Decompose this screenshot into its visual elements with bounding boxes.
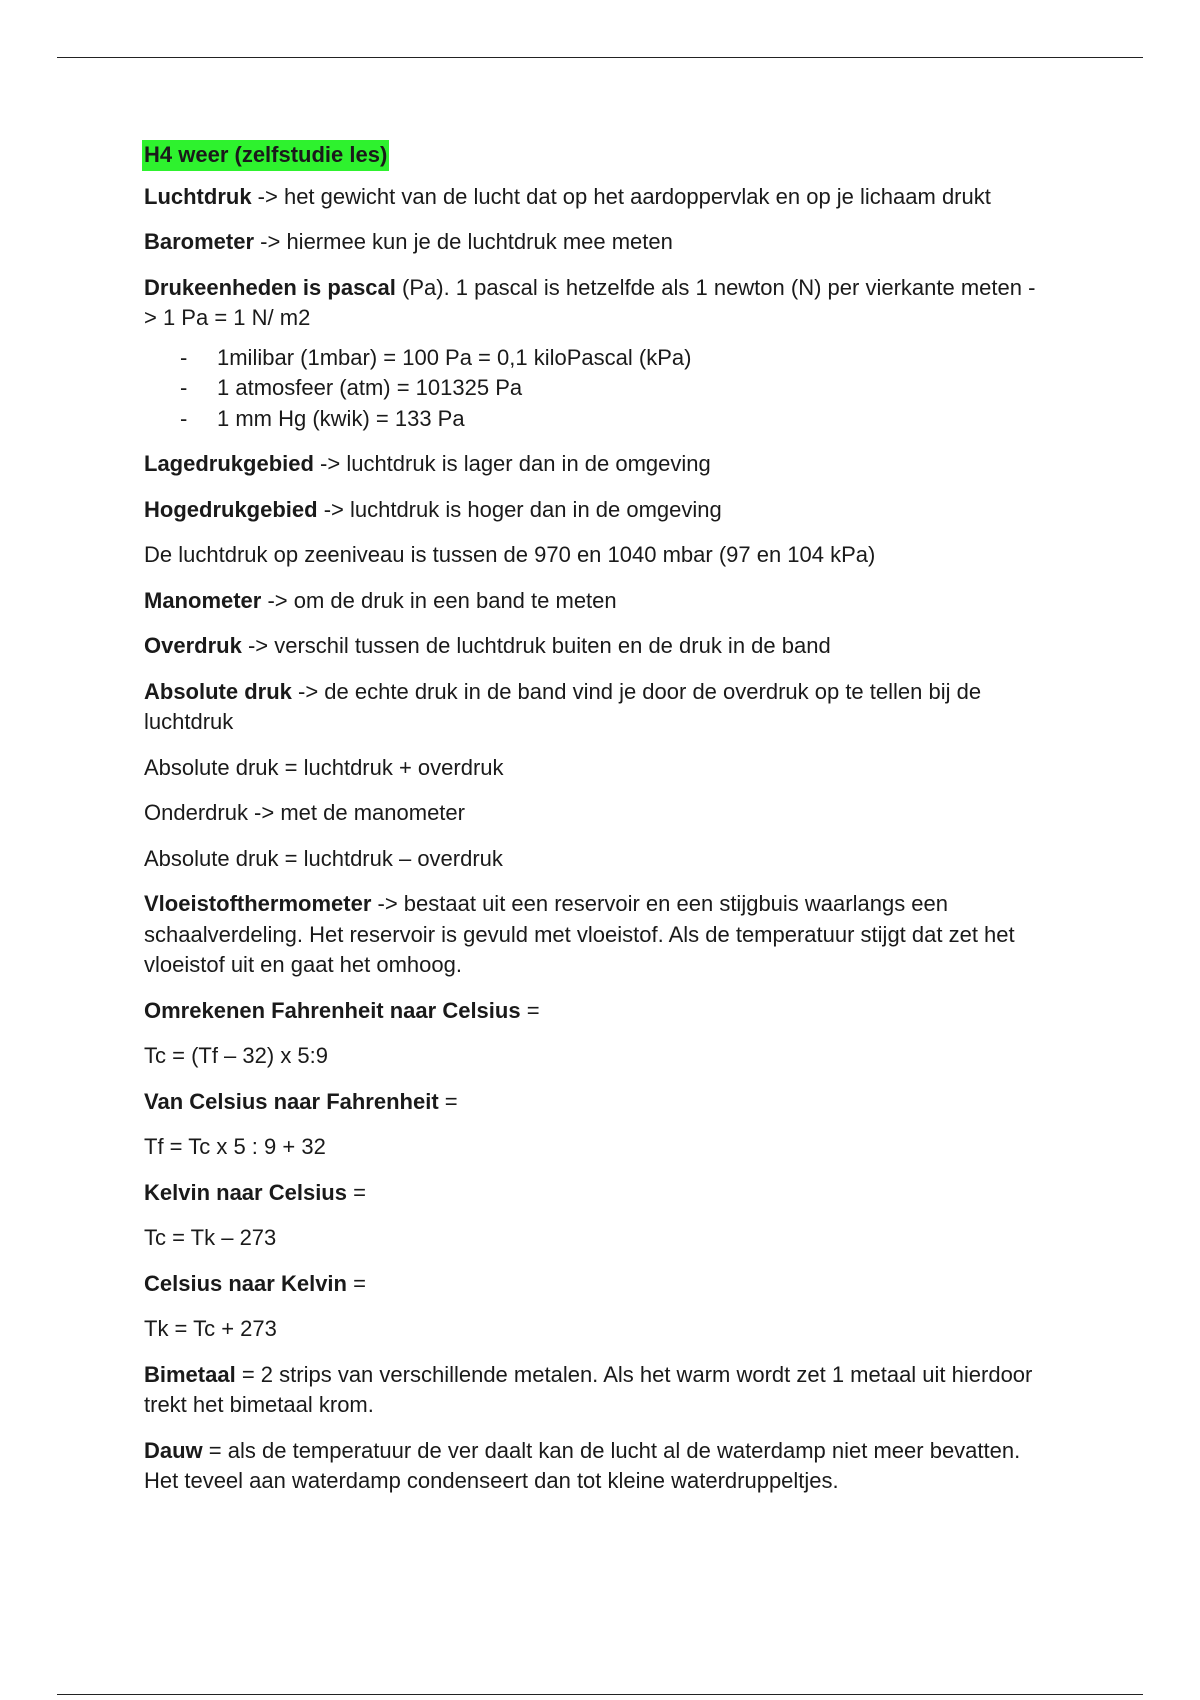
term: Dauw [144,1437,203,1463]
term: Absolute druk [144,678,292,704]
definition: -> bestaat uit een reservoir en een stijgbuis waarlangs een schaalverdeling. Het reservoir is gevuld met vloeistof. Als de temperatuur stijgt dat zet het vloeistof uit en gaat het omhoog. [144,891,1015,977]
definition: Tf = Tc x 5 : 9 + 32 [144,1134,326,1159]
entry-c-to-f-label [144,1087,1044,1118]
entry-f-to-c-formula [144,1041,1044,1072]
term: Van Celsius naar Fahrenheit [144,1088,439,1114]
term: Luchtdruk [144,183,252,209]
list-item-text: 1 mm Hg (kwik) = 133 Pa [217,405,465,431]
list-item [144,343,1044,374]
term: Celsius naar Kelvin [144,1270,347,1296]
entry-bimetaal [144,1360,1044,1421]
definition: -> verschil tussen de luchtdruk buiten en de druk in de band [241,633,831,658]
entry-drukeenheden [144,273,1044,334]
term: Overdruk [144,633,242,658]
definition: = [520,997,540,1023]
term: Drukeenheden is pascal [144,274,396,300]
entry-dauw [144,1436,1044,1497]
definition: -> hiermee kun je de luchtdruk mee meten [254,229,673,254]
entry-formula-absolute-plus [144,753,1044,784]
entry-k-to-c-label [144,1178,1044,1209]
entry-absolute-druk [144,677,1044,738]
definition: = 2 strips van verschillende metalen. Als het warm wordt zet 1 metaal uit hierdoor trekt het bimetaal krom. [144,1361,1033,1417]
list-item [144,373,1044,404]
entry-k-to-c-formula [144,1223,1044,1254]
entry-zeeniveau [144,540,1044,571]
definition: Tc = (Tf – 32) x 5:9 [144,1043,329,1068]
entry-luchtdruk [144,182,1044,213]
list-item [144,404,1044,435]
definition: -> luchtdruk is lager dan in de omgeving [313,451,711,476]
term: Lagedrukgebied [144,451,314,476]
definition: = als de temperatuur de ver daalt kan de lucht al de waterdamp niet meer bevatten. Het teveel aan waterdamp condenseert dan tot kleine waterdruppeltjes. [144,1437,1021,1493]
definition: Onderdruk -> met de manometer [144,800,465,825]
term: Omrekenen Fahrenheit naar Celsius [144,997,521,1023]
list-item-text: 1 atmosfeer (atm) = 101325 Pa [217,375,523,400]
definition: Tc = Tk – 273 [144,1225,277,1250]
entry-vloeistofthermometer [144,889,1044,981]
header-rule [57,57,1143,58]
term: Bimetaal [144,1361,236,1387]
term: Hogedrukgebied [144,496,318,522]
entry-formula-absolute-minus [144,844,1044,875]
bullet-dash: - [180,375,188,400]
definition: -> de echte druk in de band vind je door de overdruk op te tellen bij de luchtdruk [144,678,982,734]
definition: = [438,1088,458,1114]
entry-barometer [144,227,1044,258]
section-heading-block [144,140,1044,171]
bullet-dash: - [180,405,188,431]
term: Vloeistofthermometer [144,891,372,916]
entry-overdruk [144,631,1044,662]
entry-lagedrukgebied [144,449,1044,480]
definition: = [346,1179,366,1205]
entry-c-to-k-label [144,1269,1044,1300]
definition: -> luchtdruk is hoger dan in de omgeving [317,496,722,522]
entry-hogedrukgebied [144,495,1044,526]
definition: = [346,1270,366,1296]
definition: Tk = Tc + 273 [144,1316,277,1341]
bullet-dash: - [180,344,188,370]
document-body [144,140,1044,1512]
definition: De luchtdruk op zeeniveau is tussen de 970 en 1040 mbar (97 en 104 kPa) [144,542,876,567]
term: Manometer [144,587,262,613]
definition: -> om de druk in een band te meten [261,587,617,613]
definition: Absolute druk = luchtdruk + overdruk [144,754,504,780]
list-item-text: 1milibar (1mbar) = 100 Pa = 0,1 kiloPascal (kPa) [217,344,692,370]
definition: (Pa). 1 pascal is hetzelfde als 1 newton (N) per vierkante meten -> 1 Pa = 1 N/ m2 [144,274,1036,330]
footer-rule [57,1694,1143,1695]
definition: Absolute druk = luchtdruk – overdruk [144,845,503,871]
entry-f-to-c-label [144,996,1044,1027]
entry-c-to-f-formula [144,1132,1044,1163]
definition: -> het gewicht van de lucht dat op het aardoppervlak en op je lichaam drukt [251,183,991,209]
entry-manometer [144,586,1044,617]
entry-onderdruk [144,798,1044,829]
section-heading: H4 weer (zelfstudie les) [142,140,389,171]
term: Kelvin naar Celsius [144,1179,347,1205]
term: Barometer [144,229,255,254]
pressure-units-list [144,343,1044,435]
entry-c-to-k-formula [144,1314,1044,1345]
